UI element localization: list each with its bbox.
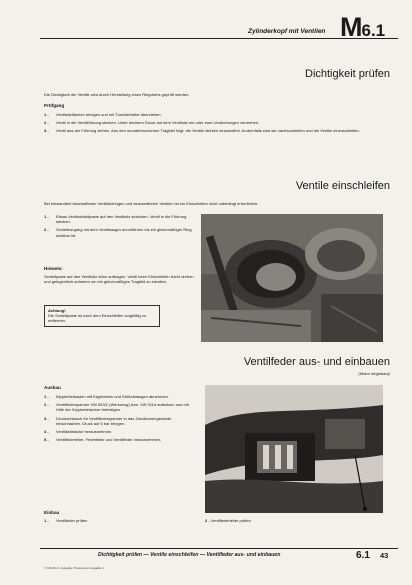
header-title: Zylinderkopf mit Ventilen <box>248 28 326 35</box>
list-item: 1 - Ventilsitzflächen reinigen und mit Tuschierfarbe überziehen. <box>44 112 162 117</box>
list-item: 3 - Druckschlauch für Ventilfederspanner in das Zündkerzengewinde einschrauben. Druck auf 6 bar bringen. <box>44 415 172 426</box>
photo-caption: 2 - Ventilfederteller prüfen <box>205 518 251 523</box>
section-code-letter: M <box>340 12 362 42</box>
footer-section-number: 6.1 <box>356 550 370 561</box>
footer-page-number: 43 <box>380 551 389 560</box>
list-item: 1 - Etwas Ventilschleifpaste auf den Ventilsitz streichen. Ventil in die Führung stecken. <box>44 214 187 225</box>
list-item: 5 - Ventilfederteller, Federteller und Ventilfeder herausnehmen. <box>44 437 162 443</box>
photo-valve-grinding <box>201 214 383 342</box>
caution-box <box>44 305 160 327</box>
list-item: 1 - Ventilfeder prüfen <box>44 518 88 523</box>
section-code <box>340 14 385 41</box>
list-item: 4 - Ventilkeilstücke herausnehmen. <box>44 429 113 435</box>
list-item: 3 - Ventil aus der Führung ziehen. Aus den ununterbrochenen Tragbild folgt: die Ventile dichten einwandfrei. Andernfalls sind sie nachzuarbeiten und die Ventile einzuschleifen. <box>44 128 360 134</box>
hint-heading: Hinweis: <box>44 266 63 271</box>
list-item: 1 - Kipphebelkasten mit Kipphebeln und Stößelstangen abnehmen. <box>44 394 169 399</box>
footer-small-print: © VW AG 4. Ausgabe Transporter Ausgabe 1 <box>44 566 104 570</box>
list-item: 2 - Schleifvorgang mit dem Ventilsauger durchführen bis ein gleichmäßiger Ring sichtbar ist. <box>44 227 192 238</box>
removal-steps <box>44 394 196 445</box>
photo-valve-grinding-image <box>201 214 383 342</box>
footer-title: Dichtigkeit prüfen — Ventile einschleifen — Ventilfeder aus- und einbauen <box>98 552 281 558</box>
list-item: 2 - Ventilfederspanner VW 653/2 (Werkzeug) bzw. VW 311d aufsetzen und mit Hilfe der Kipphebelachse befestigen. <box>44 402 189 413</box>
caution-text: Die Schleifpaste ist nach dem Einschleifen sorgfältig zu entfernen. <box>48 313 147 324</box>
section1-steps-heading: Prüfgang <box>44 103 65 108</box>
section1-intro: Die Dichtigkeit der Ventile wird durch Herstellung eines Ringdrehs geprüft werden. <box>44 92 190 97</box>
hint-text: Schleifpaste auf den Ventilsitz dünn auftragen. Ventil beim Einschleifen leicht drehen und gelegentlich anheben um ein gleichmäßiges Tragbild zu erhalten. <box>44 274 194 285</box>
section-title-valve-grinding: Ventile einschleifen <box>295 180 390 192</box>
caution-heading: Achtung! <box>48 308 66 313</box>
section2-steps <box>44 214 196 241</box>
section-code-number: 6.1 <box>361 21 386 40</box>
list-item: 2 - Ventil in die Ventilführung stecken. Unter leichtem Druck auf dem Ventilsitz ein oder zwei Umdrehungen verdrehen. <box>44 120 260 126</box>
section1-steps <box>44 112 384 137</box>
photo-valve-spring-tool <box>205 385 383 513</box>
section-title-leak-test: Dichtigkeit prüfen <box>305 68 390 80</box>
install-heading: Einbau <box>44 510 60 515</box>
section-title-valve-spring: Ventilfeder aus- und einbauen <box>243 356 390 368</box>
section2-intro: Bei einwandfrei beschaffenen Ventilsitzringen und einwandfreien Ventilen ist ein Einschleifen nicht unbedingt erforderlich. <box>44 201 259 206</box>
photo-valve-spring-tool-image <box>205 385 383 513</box>
install-steps <box>44 518 196 526</box>
footer-rule <box>40 548 398 549</box>
removal-heading: Ausbau <box>44 385 61 390</box>
header-rule <box>40 38 398 39</box>
section3-subtitle: (Motor eingebaut) <box>358 371 390 376</box>
